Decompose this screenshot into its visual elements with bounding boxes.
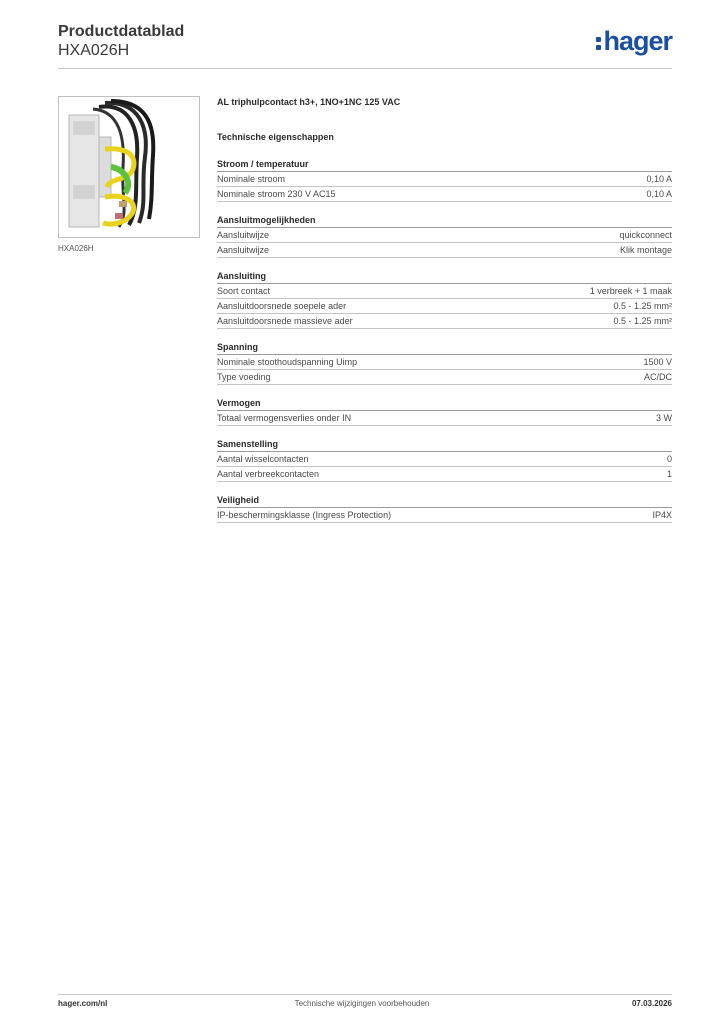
spec-value: 0,10 A xyxy=(646,189,672,199)
spec-value: quickconnect xyxy=(619,230,672,240)
section-title: Aansluiting xyxy=(217,270,672,284)
spec-label: Aantal wisselcontacten xyxy=(217,454,309,464)
spec-label: Nominale stroom xyxy=(217,174,286,184)
section-title: Spanning xyxy=(217,341,672,355)
spec-value: IP4X xyxy=(652,510,672,520)
section-title: Aansluitmogelijkheden xyxy=(217,214,672,228)
document-header xyxy=(58,22,184,60)
spec-value: 1500 V xyxy=(643,357,672,367)
spec-section xyxy=(217,438,672,482)
spec-section xyxy=(217,494,672,523)
spec-label: Soort contact xyxy=(217,286,271,296)
product-code: HXA026H xyxy=(58,42,130,59)
spec-label: Nominale stoothoudspanning Uimp xyxy=(217,357,358,367)
page-title: Productdatablad xyxy=(58,23,185,40)
spec-value: 0,10 A xyxy=(646,174,672,184)
spec-label: Aansluitwijze xyxy=(217,230,270,240)
spec-label: Aantal verbreekcontacten xyxy=(217,469,320,479)
spec-section xyxy=(217,158,672,202)
spec-row xyxy=(217,355,672,370)
spec-section xyxy=(217,270,672,329)
hager-logo xyxy=(596,26,672,56)
section-title: Vermogen xyxy=(217,397,672,411)
spec-value: 3 W xyxy=(655,413,672,423)
spec-value: 0.5 - 1.25 mm² xyxy=(613,301,672,311)
footer-divider xyxy=(58,994,672,995)
spec-label: IP-beschermingsklasse (Ingress Protection) xyxy=(217,510,392,520)
header-divider xyxy=(58,68,672,69)
spec-value: 0.5 - 1.25 mm² xyxy=(613,316,672,326)
logo-dots-icon xyxy=(596,35,602,51)
spec-label: Totaal vermogensverlies onder IN xyxy=(217,413,352,423)
spec-row xyxy=(217,243,672,258)
spec-value: Klik montage xyxy=(619,245,672,255)
footer-date: 07.03.2026 xyxy=(631,999,672,1008)
product-name: AL triphulpcontact h3+, 1NO+1NC 125 VAC xyxy=(217,97,401,107)
spec-row xyxy=(217,467,672,482)
spec-row xyxy=(217,370,672,385)
product-details xyxy=(217,96,672,523)
spec-value: 0 xyxy=(666,454,672,464)
spec-row xyxy=(217,314,672,329)
image-caption: HXA026H xyxy=(58,244,94,253)
spec-section xyxy=(217,397,672,426)
spec-row xyxy=(217,284,672,299)
spec-value: AC/DC xyxy=(643,372,672,382)
spec-heading: Technische eigenschappen xyxy=(217,132,334,142)
spec-label: Aansluitdoorsnede soepele ader xyxy=(217,301,347,311)
product-photo-icon xyxy=(59,97,199,237)
spec-section xyxy=(217,341,672,385)
section-title: Samenstelling xyxy=(217,438,672,452)
logo-text: hager xyxy=(603,26,672,56)
spec-row xyxy=(217,172,672,187)
spec-row xyxy=(217,228,672,243)
spec-row xyxy=(217,508,672,523)
spec-row xyxy=(217,187,672,202)
spec-label: Nominale stroom 230 V AC15 xyxy=(217,189,336,199)
section-title: Stroom / temperatuur xyxy=(217,158,672,172)
spec-row xyxy=(217,452,672,467)
footer-website-link[interactable]: hager.com/nl xyxy=(58,999,108,1008)
product-image xyxy=(58,96,200,238)
spec-label: Aansluitwijze xyxy=(217,245,270,255)
spec-value: 1 verbreek + 1 maak xyxy=(589,286,672,296)
spec-value: 1 xyxy=(666,469,672,479)
spec-row xyxy=(217,299,672,314)
section-title: Veiligheid xyxy=(217,494,672,508)
spec-row xyxy=(217,411,672,426)
spec-label: Aansluitdoorsnede massieve ader xyxy=(217,316,353,326)
spec-label: Type voeding xyxy=(217,372,271,382)
spec-section xyxy=(217,214,672,258)
footer-disclaimer: Technische wijzigingen voorbehouden xyxy=(294,999,430,1008)
